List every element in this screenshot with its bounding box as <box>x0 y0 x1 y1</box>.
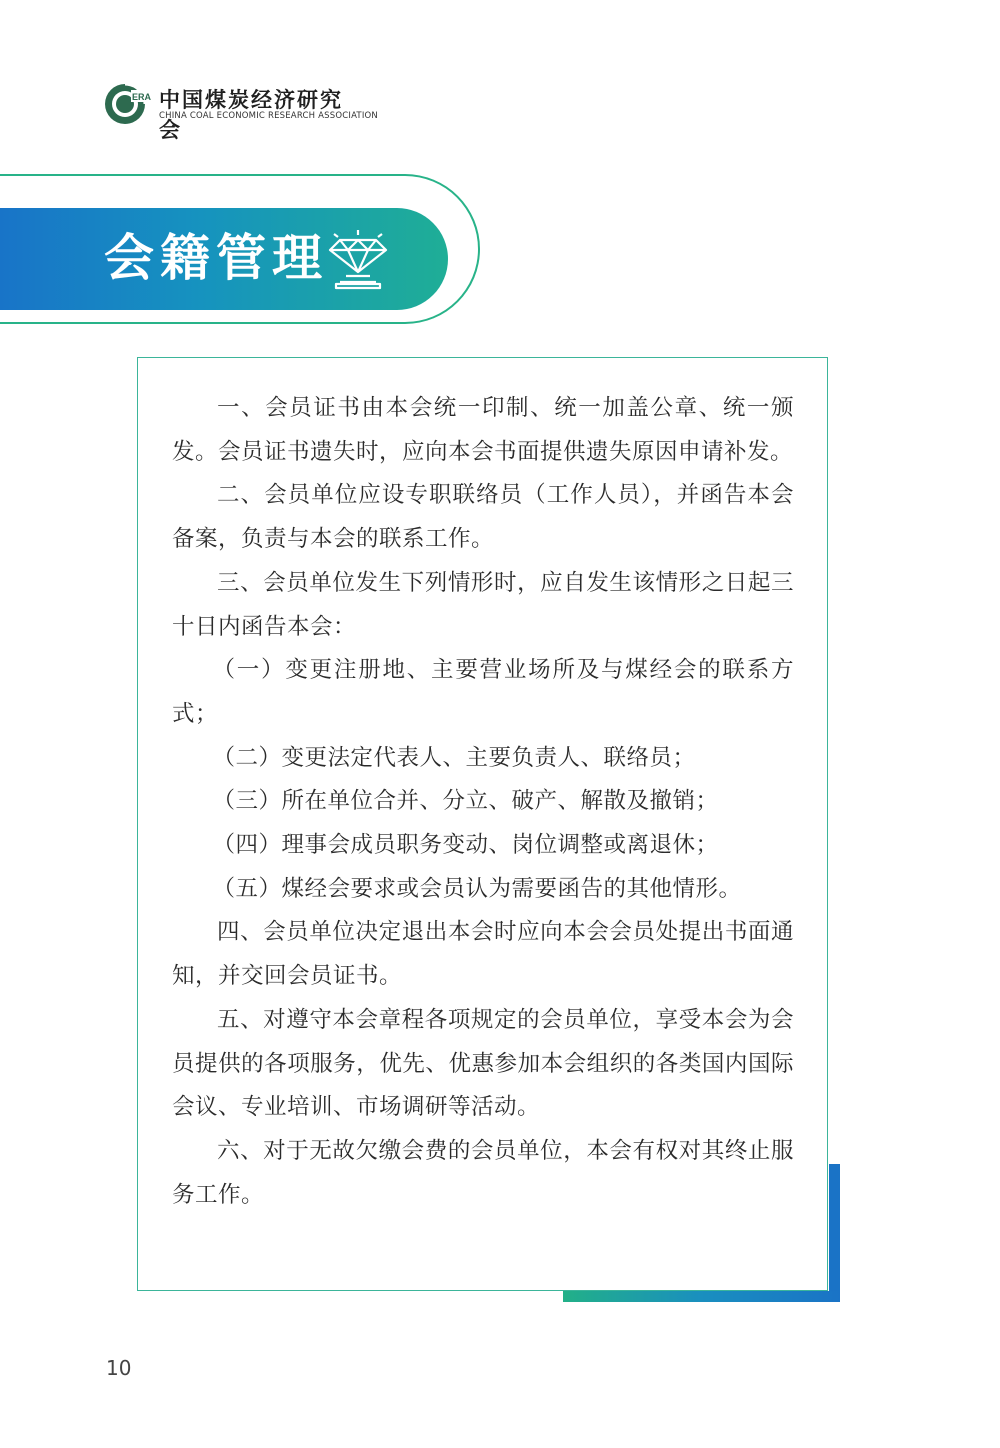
list-item-5: （五）煤经会要求或会员认为需要函告的其他情形。 <box>212 875 742 902</box>
org-logo <box>103 80 378 142</box>
section-title: 会籍管理 <box>104 229 328 287</box>
paragraph-2: 二、会员单位应设专职联络员（工作人员），并函告本会备案，负责与本会的联系工作。 <box>172 482 794 553</box>
diamond-trophy-icon <box>326 226 390 290</box>
box-accent-bottom <box>563 1291 840 1302</box>
paragraph-6: 六、对于无故欠缴会费的会员单位，本会有权对其终止服务工作。 <box>172 1137 794 1208</box>
list-item-4: （四）理事会成员职务变动、岗位调整或离退休； <box>212 832 719 859</box>
paragraph-1: 一、会员证书由本会统一印制、统一加盖公章、统一颁发。会员证书遗失时，应向本会书面提供遗失原因申请补发。 <box>172 395 794 465</box>
list-item-3: （三）所在单位合并、分立、破产、解散及撤销； <box>212 788 719 815</box>
list-item-1: （一）变更注册地、主要营业场所及与煤经会的联系方式； <box>172 657 794 727</box>
page-number: 10 <box>106 1356 132 1380</box>
org-name-cn: 中国煤炭经济研究会 <box>159 87 343 142</box>
org-name-en: CHINA COAL ECONOMIC RESEARCH ASSOCIATION <box>159 111 378 121</box>
content-text <box>172 387 794 1217</box>
paragraph-3: 三、会员单位发生下列情形时，应自发生该情形之日起三十日内函告本会： <box>172 569 794 640</box>
org-emblem-icon <box>103 80 151 128</box>
list-item-2: （二）变更法定代表人、主要负责人、联络员； <box>212 744 696 771</box>
logo-badge-text: ERA <box>132 92 151 102</box>
paragraph-4: 四、会员单位决定退出本会时应向本会会员处提出书面通知，并交回会员证书。 <box>172 919 794 990</box>
box-accent-right <box>829 1164 840 1302</box>
paragraph-5: 五、对遵守本会章程各项规定的会员单位，享受本会为会员提供的各项服务，优先、优惠参加本会组织的各类国内国际会议、专业培训、市场调研等活动。 <box>172 1006 794 1121</box>
